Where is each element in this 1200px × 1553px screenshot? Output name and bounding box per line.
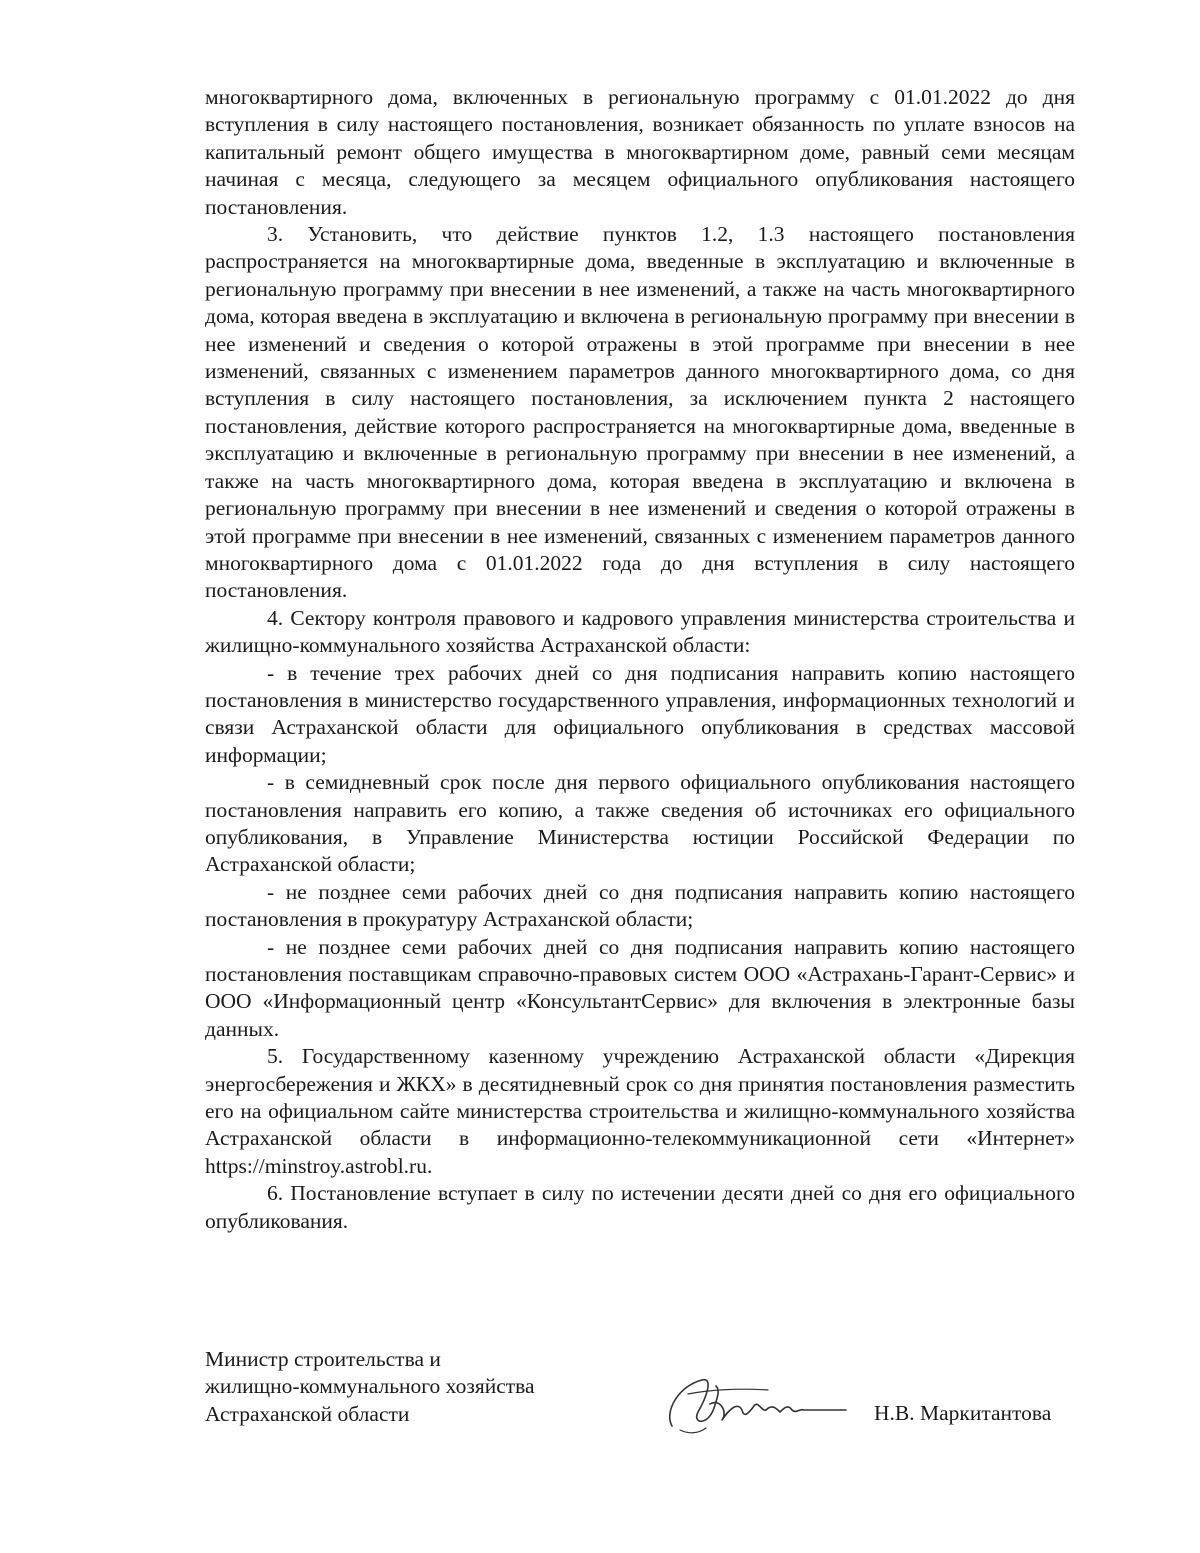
paragraph-item-3: 3. Установить, что действие пунктов 1.2, 1.3 настоящего постановления распространяется на многоквартирные дома, введенные в эксплуатацию и включенные в региональную программу при внесении в нее изменений, а также на часть многоквартирного дома, которая введена в эксплуатацию и включена в региональную программу при внесении в нее изменений и сведения о которой отражены в этой программе при внесении в нее изменений, связанных с изменением параметров данного многоквартирного дома, со дня вступления в силу настоящего постановления, за исключением пункта 2 настоящего постановления, действие которого распространяется на многоквартирные дома, введенные в эксплуатацию и включенные в региональную программу при внесении в нее изменений, а также на часть многоквартирного дома, которая введена в эксплуатацию и включена в региональную программу при внесении в нее изменений и сведения о которой отражены в этой программе при внесении в нее изменений, связанных с изменением параметров данного многоквартирного дома с 01.01.2022 года до дня вступления в силу настоящего постановления.: [205, 222, 1075, 603]
paragraph-item-4: 4. Сектору контроля правового и кадрового управления министерства строительства и жилищно-коммунального хозяйства Астраханской области:: [205, 605, 1075, 658]
paragraph-item-5: 5. Государственному казенному учреждению Астраханской области «Дирекция энергосбережения и ЖКХ» в десятидневный срок со дня принятия постановления разместить его на официальном сайте министерства строительства и жилищно-коммунального хозяйства Астраханской области в информационно-телекоммуникационной сети «Интернет» https://minstroy.astrobl.ru.: [205, 1044, 1075, 1178]
signatory-position-line: Астраханской области: [205, 1401, 410, 1426]
paragraph-item-4-bullet-3: - не позднее семи рабочих дней со дня подписания направить копию настоящего постановления в прокуратуру Астраханской области;: [205, 879, 1075, 932]
document-body: [205, 84, 1075, 1235]
handwritten-signature: [658, 1368, 848, 1438]
paragraph-item-4-bullet-4: - не позднее семи рабочих дней со дня подписания направить копию настоящего постановления поставщикам справочно-правовых систем ООО «Астрахань-Гарант-Сервис» и ООО «Информационный центр «КонсультантСервис» для включения в электронные базы данных.: [205, 934, 1075, 1041]
signatory-position-line: жилищно-коммунального хозяйства: [205, 1374, 535, 1399]
paragraph-continuation: многоквартирного дома, включенных в региональную программу с 01.01.2022 до дня вступления в силу настоящего постановления, возникает обязанность по уплате взносов на капитальный ремонт общего имущества в многоквартирном доме, равный семи месяцам начиная с месяца, следующего за месяцем официального опубликования настоящего постановления.: [205, 85, 1075, 219]
paragraph-item-4-bullet-2: - в семидневный срок после дня первого официального опубликования настоящего постановления направить его копию, а также сведения об источниках его официального опубликования, в Управление Министерства юстиции Российской Федерации по Астраханской области;: [205, 770, 1075, 877]
signatory-position: [205, 1346, 535, 1428]
paragraph-item-6: 6. Постановление вступает в силу по истечении десяти дней со дня его официального опубликования.: [205, 1181, 1075, 1233]
paragraph-item-4-bullet-1: - в течение трех рабочих дней со дня подписания направить копию настоящего постановления в министерство государственного управления, информационных технологий и связи Астраханской области для официального опубликования в средствах массовой информации;: [205, 660, 1075, 767]
signatory-position-line: Министр строительства и: [205, 1347, 441, 1371]
signer-name: Н.В. Маркитантова: [874, 1401, 1052, 1425]
